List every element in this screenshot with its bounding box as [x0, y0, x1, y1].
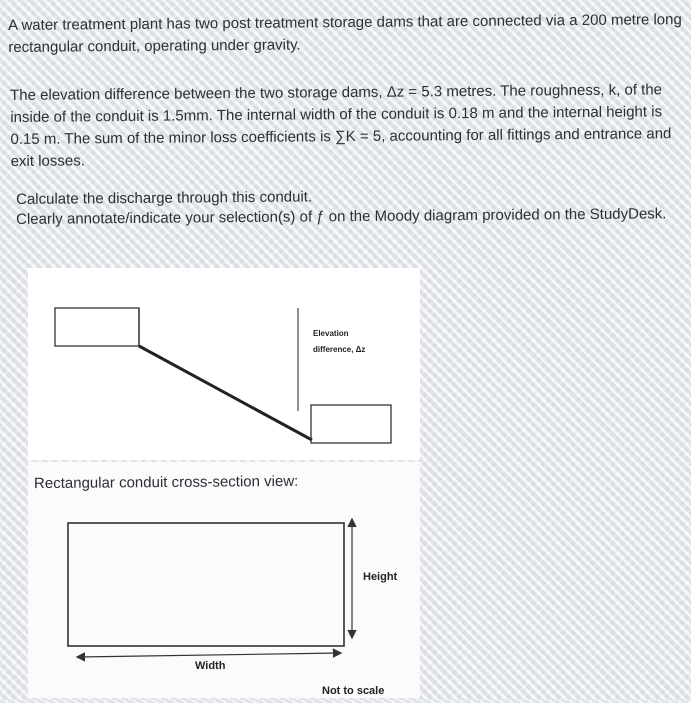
not-to-scale-note: Not to scale — [322, 685, 385, 697]
question-paragraph-4: Clearly annotate/indicate your selection(s) of ƒ on the Moody diagram provided on the StudyDesk. — [16, 205, 667, 228]
cross-section-title: Rectangular conduit cross-section view: — [33, 472, 299, 493]
conduit-cross-section — [68, 523, 344, 646]
question-paragraph-1: A water treatment plant has two post treatment storage dams that are connected via a 200 metre long rectangular conduit, operating under gravity. — [8, 11, 682, 56]
width-label: Width — [195, 660, 226, 672]
elevation-label-line1: Elevation — [313, 329, 349, 338]
question-paragraph-3: Calculate the discharge through this conduit. — [16, 188, 313, 208]
elevation-label-line2: difference, Δz — [313, 345, 366, 354]
question-paragraph-2: The elevation difference between the two storage dams, Δz = 5.3 metres. The roughness, k, of the inside of the conduit is 1.5mm. The internal width of the conduit is 0.18 m and the internal height is 0.15 m. The sum of the minor loss coefficients is ∑K = 5, accounting for all fittings and entrance and exit losses. — [10, 81, 672, 170]
lower-dam-box — [311, 405, 391, 443]
elevation-diagram-svg — [28, 268, 420, 460]
height-label: Height — [363, 571, 398, 583]
width-arrow — [78, 653, 340, 657]
upper-dam-box — [55, 308, 139, 346]
elevation-diagram — [28, 268, 420, 460]
conduit-line — [139, 346, 312, 440]
